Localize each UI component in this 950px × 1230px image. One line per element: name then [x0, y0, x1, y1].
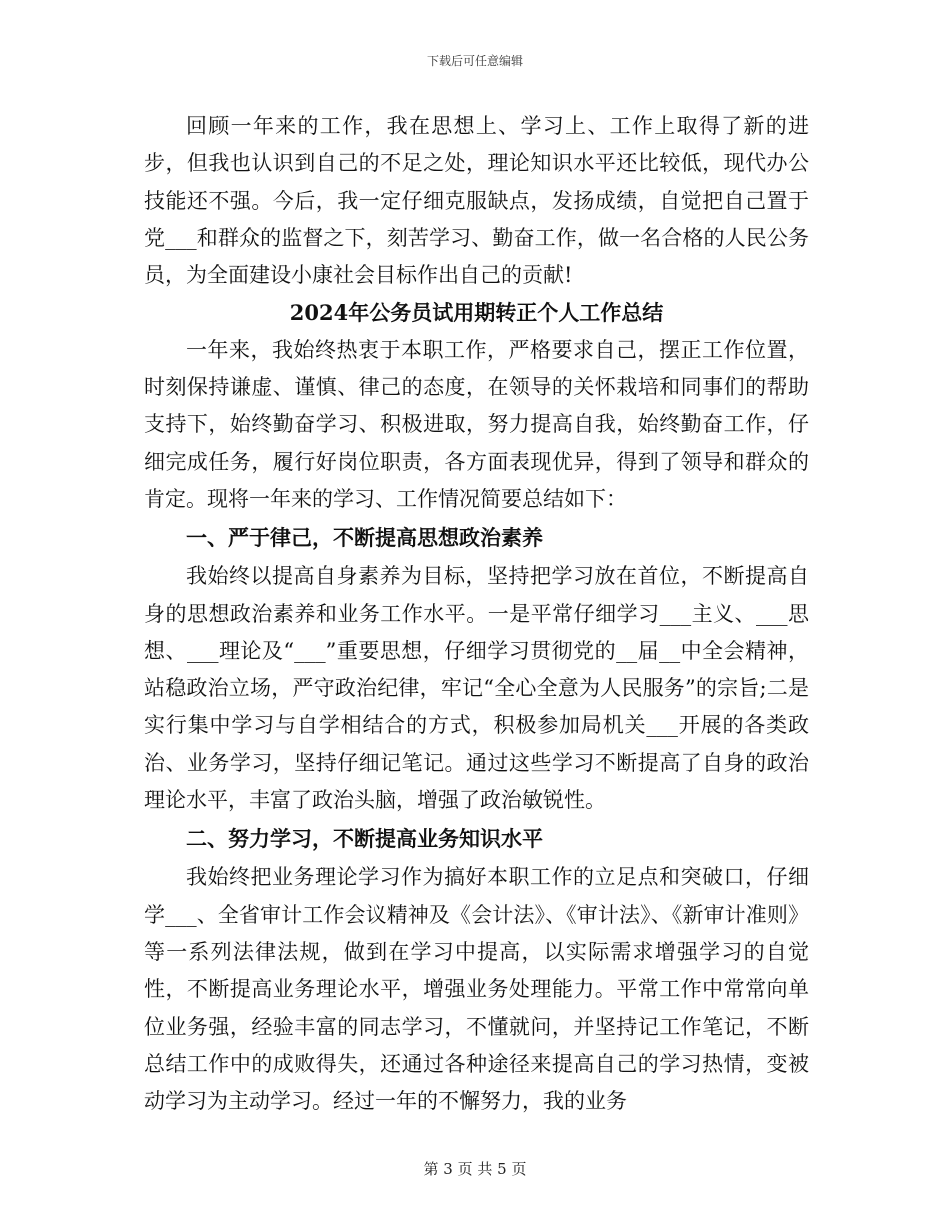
body-paragraph-1: 一年来，我始终热衷于本职工作，严格要求自己，摆正工作位置，时刻保持谦虚、谨慎、律己的态度，在领导的关怀栽培和同事们的帮助支持下，始终勤奋学习、积极进取，努力提高自我，始终勤奋工作，仔细完成任务，履行好岗位职责，各方面表现优异，得到了领导和群众的肯定。现将一年来的学习、工作情况简要总结如下： [144, 337, 809, 511]
body-paragraph-2: 我始终以提高自身素养为目标，坚持把学习放在首位，不断提高自身的思想政治素养和业务工作水平。一是平常仔细学习___主义、___思想、___理论及“___”重要思想，仔细学习贯彻党的__届__中全会精神，站稳政治立场，严守政治纪律，牢记“全心全意为人民服务”的宗旨;二是实行集中学习与自学相结合的方式，积极参加局机关___开展的各类政治、业务学习，坚持仔细记笔记。通过这些学习不断提高了自身的政治理论水平，丰富了政治头脑，增强了政治敏锐性。 [144, 564, 809, 813]
body-paragraph-3: 我始终把业务理论学习作为搞好本职工作的立足点和突破口，仔细学___、全省审计工作会议精神及《会计法》、《审计法》、《新审计准则》等一系列法律法规，做到在学习中提高，以实际需求增强学习的自觉性，不断提高业务理论水平，增强业务处理能力。平常工作中常常向单位业务强，经验丰富的同志学习，不懂就问，并坚持记工作笔记，不断总结工作中的成败得失，还通过各种途径来提高自己的学习热情，变被动学习为主动学习。经过一年的不懈努力，我的业务 [144, 865, 809, 1114]
document-body [144, 108, 809, 1120]
page-header: 下载后可任意编辑 [426, 54, 523, 68]
section-heading-2: 二、努力学习，不断提高业务知识水平 [186, 826, 543, 852]
document-title: 2024年公务员试用期转正个人工作总结 [289, 300, 664, 326]
page-number-footer: 第 3 页 共 5 页 [423, 1160, 527, 1178]
section-heading-1: 一、严于律己，不断提高思想政治素养 [186, 525, 543, 551]
intro-paragraph: 回顾一年来的工作，我在思想上、学习上、工作上取得了新的进步，但我也认识到自己的不足之处，理论知识水平还比较低，现代办公技能还不强。今后，我一定仔细克服缺点，发扬成绩，自觉把自己置于党___和群众的监督之下，刻苦学习、勤奋工作，做一名合格的人民公务员，为全面建设小康社会目标作出自己的贡献! [144, 114, 809, 288]
